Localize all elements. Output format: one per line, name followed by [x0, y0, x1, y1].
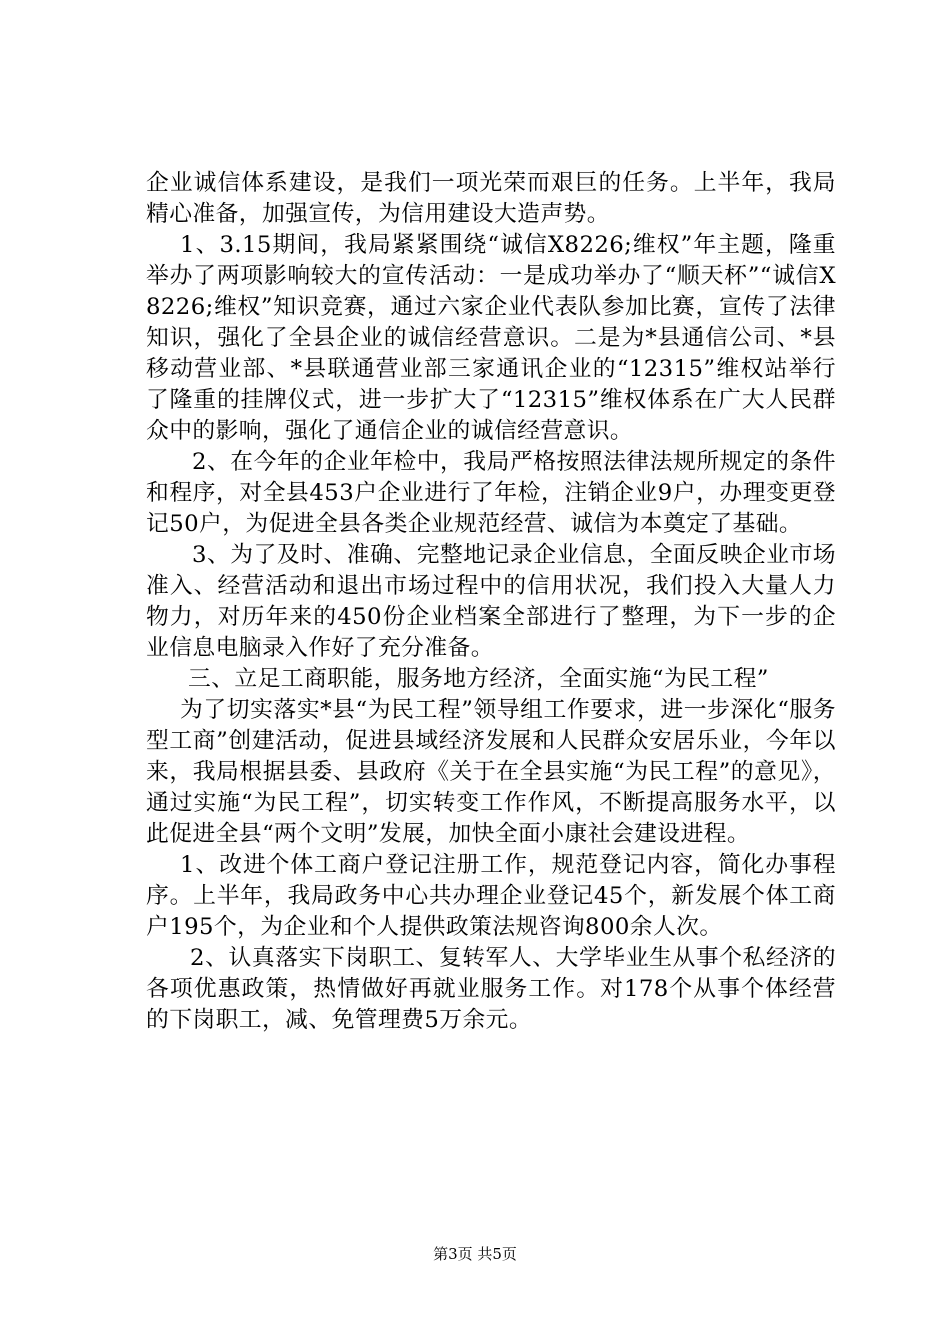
paragraph-section-3-item-2: 2、认真落实下岗职工、复转军人、大学毕业生从事个私经济的各项优惠政策，热情做好再就业服务工作。对178个从事个体经营的下岗职工，减、免管理费5万余元。	[146, 945, 836, 1033]
paragraph-intro: 企业诚信体系建设，是我们一项光荣而艰巨的任务。上半年，我局精心准备，加强宣传，为信用建设大造声势。	[146, 170, 836, 227]
section-heading-3: 三、立足工商职能，服务地方经济，全面实施“为民工程”	[188, 666, 769, 692]
paragraph-section-3-intro: 为了切实落实*县“为民工程”领导组工作要求，进一步深化“服务型工商”创建活动，促进县域经济发展和人民群众安居乐业，今年以来，我局根据县委、县政府《关于在全县实施“为民工程”的意见》，通过实施“为民工程”，切实转变工作作风，不断提高服务水平，以此促进全县“两个文明”发展，加快全面小康社会建设进程。	[146, 697, 836, 847]
page-number-footer: 第3页 共5页	[433, 1245, 517, 1263]
paragraph-section-3-item-1: 1、改进个体工商户登记注册工作，规范登记内容，简化办事程序。上半年，我局政务中心共办理企业登记45个，新发展个体工商户195个，为企业和个人提供政策法规咨询800余人次。	[146, 852, 836, 940]
paragraph-item-3-records: 3、为了及时、准确、完整地记录企业信息，全面反映企业市场准入、经营活动和退出市场过程中的信用状况，我们投入大量人力物力，对历年来的450份企业档案全部进行了整理，为下一步的企业信息电脑录入作好了充分准备。	[146, 542, 836, 661]
paragraph-item-2-annual-inspection: 2、在今年的企业年检中，我局严格按照法律法规所规定的条件和程序，对全县453户企业进行了年检，注销企业9户，办理变更登记50户，为促进全县各类企业规范经营、诚信为本奠定了基础。	[146, 449, 836, 537]
paragraph-item-1-315: 1、3.15期间，我局紧紧围绕“诚信X8226;维权”年主题，隆重举办了两项影响较大的宣传活动：一是成功举办了“顺天杯”“诚信X8226;维权”知识竞赛，通过六家企业代表队参加比赛，宣传了法律知识，强化了全县企业的诚信经营意识。二是为*县通信公司、*县移动营业部、*县联通营业部三家通讯企业的“12315”维权站举行了隆重的挂牌仪式，进一步扩大了“12315”维权体系在广大人民群众中的影响，强化了通信企业的诚信经营意识。	[146, 232, 836, 444]
document-body	[146, 168, 836, 1036]
